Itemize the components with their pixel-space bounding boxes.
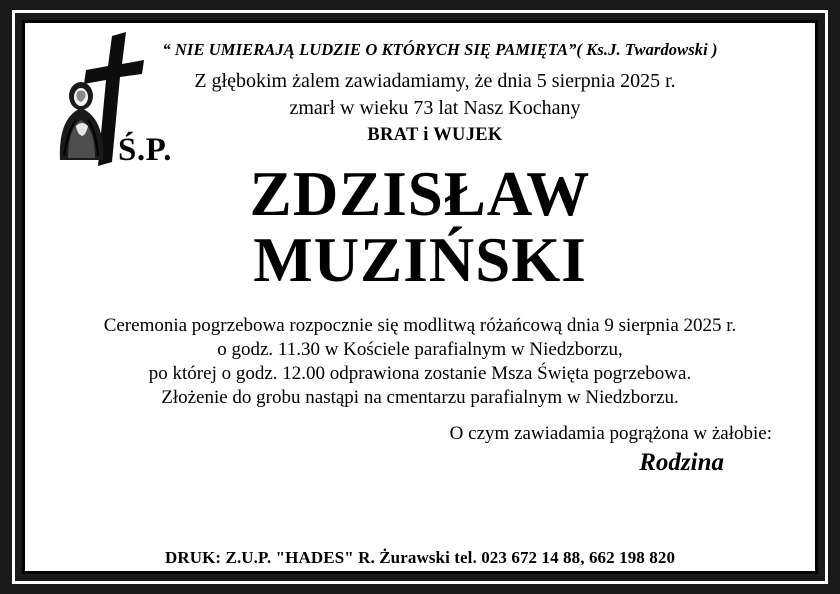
family-signature: Rodzina <box>639 448 724 476</box>
announcement-line-1: Z głębokim żalem zawiadamiamy, że dnia 5 sierpnia 2025 r. <box>194 70 676 92</box>
ceremony-line: po której o godz. 12.00 odprawiona zostanie Msza Święta pogrzebowa. <box>148 362 692 384</box>
ceremony-details <box>42 315 798 409</box>
deceased-last-name: MUZIŃSKI <box>253 225 587 296</box>
memorial-quote: “ NIE UMIERAJĄ LUDZIE O KTÓRYCH SIĘ PAMIĘTA”( Ks.J. Twardowski ) <box>162 40 718 59</box>
closing-statement: O czym zawiadamia pogrążona w żałobie: <box>449 422 772 444</box>
ceremony-line: Ceremonia pogrzebowa rozpocznie się modlitwą różańcową dnia 9 sierpnia 2025 r. <box>103 314 737 336</box>
announcement-line-2: zmarł w wieku 73 lat Nasz Kochany <box>289 97 581 119</box>
printer-credit: DRUK: Z.U.P. "HADES" R. Żurawski tel. 023 672 14 88, 662 198 820 <box>164 548 676 567</box>
deceased-first-name: ZDZISŁAW <box>249 159 591 229</box>
sp-label: Ś.P. <box>118 132 172 168</box>
relation-label: BRAT i WUJEK <box>367 125 503 145</box>
deceased-name <box>42 159 798 296</box>
ceremony-line: Złożenie do grobu nastąpi na cmentarzu parafialnym w Niedzborzu. <box>161 386 679 408</box>
notice-content <box>26 24 814 570</box>
ceremony-line: o godz. 11.30 w Kościele parafialnym w Niedzborzu, <box>217 338 623 360</box>
